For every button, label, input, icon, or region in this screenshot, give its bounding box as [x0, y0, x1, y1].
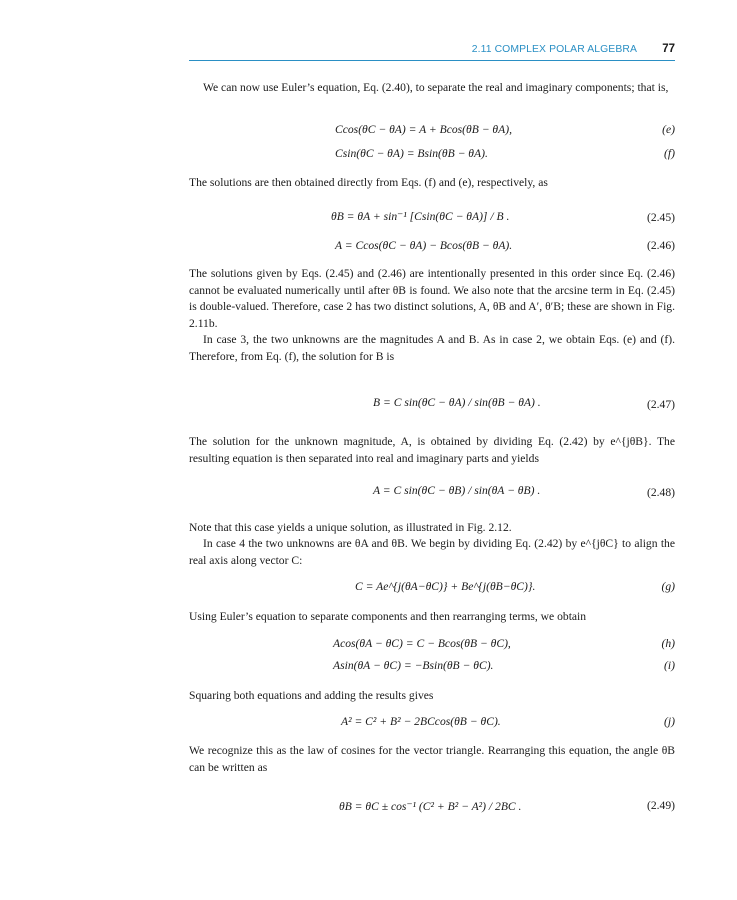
equation-2-47-number: (2.47) — [646, 398, 675, 411]
equation-j — [189, 715, 675, 733]
equation-f-expr: Csin(θC − θA) = Bsin(θB − θA). — [335, 147, 488, 160]
header-rule — [189, 60, 675, 61]
running-head-title: 2.11 COMPLEX POLAR ALGEBRA — [471, 44, 637, 55]
equation-h — [189, 637, 675, 655]
paragraph-5: The solution for the unknown magnitude, A, is obtained by dividing Eq. (2.42) by e^{jθB}. The resulting equation is then separated into real and imaginary parts and yields — [189, 435, 675, 465]
equation-2-46-number: (2.46) — [646, 239, 675, 252]
equation-g-number: (g) — [661, 580, 675, 593]
equation-2-45 — [189, 201, 675, 235]
page-number: 77 — [662, 43, 675, 55]
equation-2-48-expr: A = C sin(θC − θB) / sin(θA − θB) . — [373, 484, 541, 497]
equation-2-46-expr: A = Ccos(θC − θA) − Bcos(θB − θA). — [335, 239, 513, 252]
equation-h-number: (h) — [661, 637, 675, 650]
equation-2-47-expr: B = C sin(θC − θA) / sin(θB − θA) . — [373, 396, 541, 409]
equation-2-48 — [189, 476, 675, 510]
paragraph-8: Using Euler’s equation to separate components and then rearranging terms, we obtain — [189, 610, 587, 623]
equation-2-45-expr: θB = θA + sin⁻¹ [Csin(θC − θA)] / B . — [331, 210, 510, 223]
paragraph-10: We recognize this as the law of cosines for the vector triangle. Rearranging this equation, the angle θB can be written as — [189, 744, 675, 774]
equation-j-expr: A² = C² + B² − 2BCcos(θB − θC). — [341, 715, 501, 728]
paragraph-1: We can now use Euler’s equation, Eq. (2.40), to separate the real and imaginary components; that is, — [203, 81, 669, 94]
paragraph-9: Squaring both equations and adding the results gives — [189, 689, 434, 702]
equation-2-49-number: (2.49) — [646, 799, 675, 812]
equation-f-number: (f) — [664, 147, 675, 160]
equation-2-47 — [189, 388, 675, 422]
equation-h-expr: Acos(θA − θC) = C − Bcos(θB − θC), — [333, 637, 511, 650]
paragraph-4: In case 3, the two unknowns are the magnitudes A and B. As in case 2, we obtain Eqs. (e) and (f). Therefore, from Eq. (f), the solution for B is — [189, 333, 675, 363]
equation-2-48-number: (2.48) — [646, 486, 675, 499]
equation-2-46 — [189, 239, 675, 257]
equation-2-49 — [189, 789, 675, 823]
paragraph-7: In case 4 the two unknowns are θA and θB. We begin by dividing Eq. (2.42) by e^{jθC} to align the real axis along vector C: — [189, 537, 675, 567]
equation-e-number: (e) — [662, 123, 675, 136]
equation-i-expr: Asin(θA − θC) = −Bsin(θB − θC). — [333, 659, 494, 672]
equation-2-45-number: (2.45) — [646, 211, 675, 224]
equation-e-expr: Ccos(θC − θA) = A + Bcos(θB − θA), — [335, 123, 512, 136]
running-header — [189, 38, 675, 60]
equation-g — [189, 580, 675, 598]
equation-g-expr: C = Ae^{j(θA−θC)} + Be^{j(θB−θC)}. — [355, 580, 536, 593]
equation-e — [189, 123, 675, 141]
equation-f — [189, 147, 675, 165]
paragraph-6: Note that this case yields a unique solution, as illustrated in Fig. 2.12. — [189, 521, 512, 534]
paragraph-3: The solutions given by Eqs. (2.45) and (2.46) are intentionally presented in this order since Eq. (2.46) cannot be evaluated numerically until after θB is found. We also note that the arcsine term in Eq. (2.45) is double-valued. Therefore, case 2 has two distinct solutions, A, θB and A′, θ′B; these are shown in Fig. 2.11b. — [189, 267, 675, 330]
equation-2-49-expr: θB = θC ± cos⁻¹ (C² + B² − A²) / 2BC . — [339, 800, 522, 813]
equation-j-number: (j) — [664, 715, 675, 728]
equation-i — [189, 659, 675, 677]
equation-i-number: (i) — [664, 659, 675, 672]
paragraph-2: The solutions are then obtained directly from Eqs. (f) and (e), respectively, as — [189, 176, 548, 189]
